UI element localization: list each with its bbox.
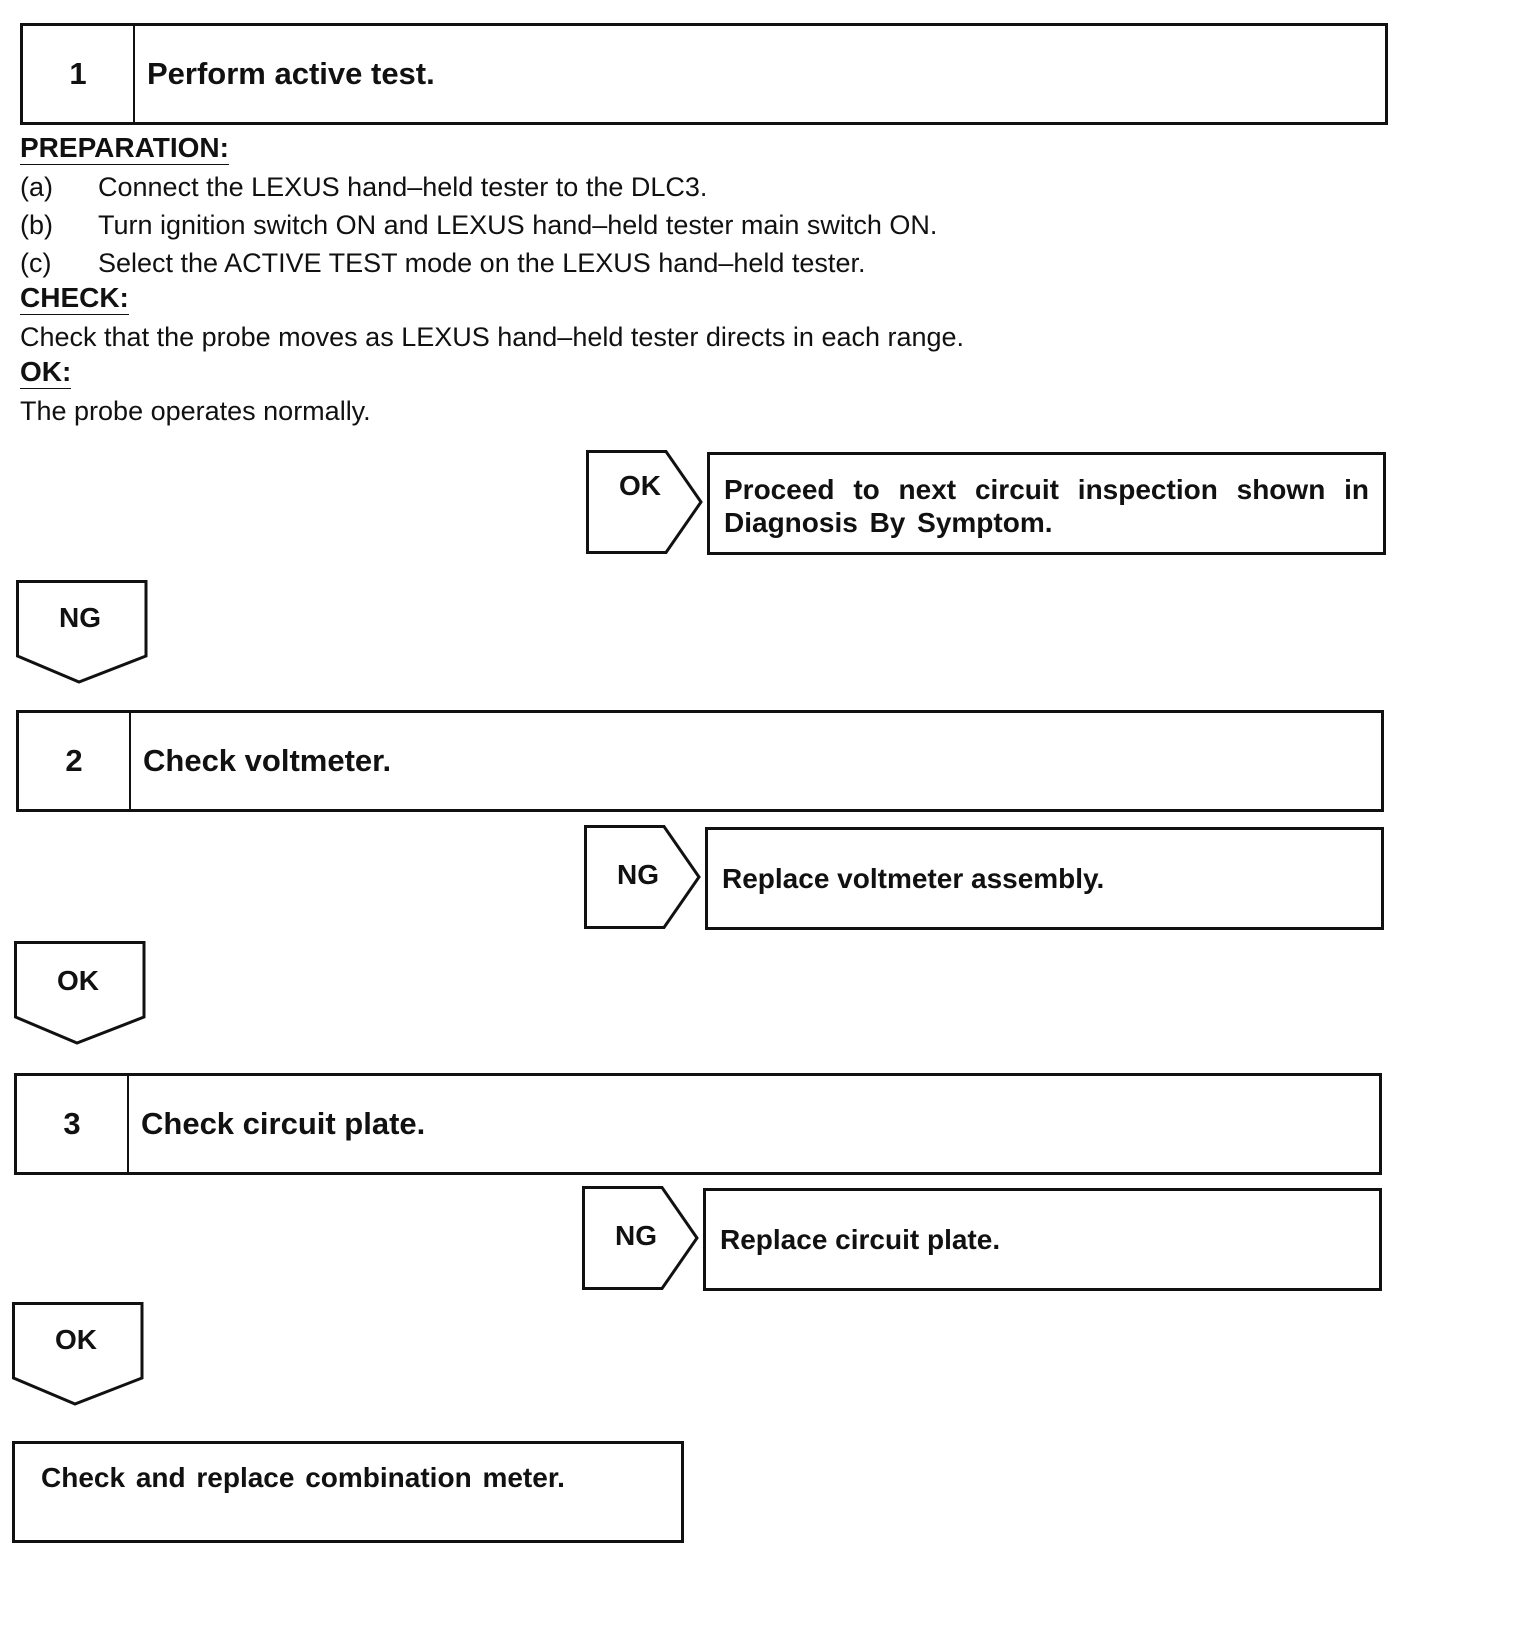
step-2-ng-result-text: Replace voltmeter assembly. (722, 863, 1105, 894)
step-1-ng-label: NG (59, 602, 101, 633)
ok-heading: OK: (20, 356, 72, 387)
step-1-ng-arrow (16, 580, 148, 684)
step-1-title: Perform active test. (147, 56, 435, 91)
preparation-item-a-tag: (a) (20, 172, 53, 202)
step-1-ok-arrow (586, 450, 704, 554)
step-3-ok-arrow (12, 1302, 144, 1406)
preparation-item-a (20, 171, 707, 203)
preparation-item-a-text: Connect the LEXUS hand–held tester to the DLC3. (98, 172, 708, 202)
right-arrow-icon (586, 450, 704, 554)
preparation-item-c (20, 247, 865, 279)
step-2-title: Check voltmeter. (143, 743, 392, 778)
final-result-text: Check and replace combination meter. (41, 1462, 565, 1493)
step-1-ok-label: OK (619, 470, 661, 501)
step-1-box (20, 23, 1388, 125)
step-3-ok-label: OK (55, 1324, 97, 1355)
step-2-ok-label: OK (57, 965, 99, 996)
step-2-number: 2 (19, 713, 131, 809)
check-heading: CHECK: (20, 282, 129, 313)
preparation-item-c-text: Select the ACTIVE TEST mode on the LEXUS hand–held tester. (98, 248, 866, 278)
check-text: Check that the probe moves as LEXUS hand–held tester directs in each range. (20, 322, 965, 352)
step-3-ng-result (703, 1188, 1382, 1291)
preparation-item-b-tag: (b) (20, 210, 53, 240)
step-3-ng-result-text: Replace circuit plate. (720, 1224, 1001, 1255)
step-3-title: Check circuit plate. (141, 1106, 426, 1141)
step-3-ng-arrow (582, 1186, 700, 1290)
preparation-item-c-tag: (c) (20, 248, 52, 278)
preparation-heading: PREPARATION: (20, 132, 229, 163)
preparation-item-b (20, 209, 937, 241)
step-2-ng-label: NG (617, 859, 659, 890)
step-1-ok-result (707, 452, 1386, 555)
preparation-item-b-text: Turn ignition switch ON and LEXUS hand–held tester main switch ON. (98, 210, 938, 240)
step-2-ok-arrow (14, 941, 146, 1045)
final-result-box (12, 1441, 684, 1543)
step-1-number: 1 (23, 26, 135, 122)
step-2-ng-arrow (584, 825, 702, 929)
step-3-number: 3 (17, 1076, 129, 1172)
ok-text: The probe operates normally. (20, 396, 371, 426)
step-1-ok-result-text: Proceed to next circuit inspection shown in Diagnosis By Symptom. (724, 474, 1369, 538)
step-2-box (16, 710, 1384, 812)
step-3-ng-label: NG (615, 1220, 657, 1251)
step-3-box (14, 1073, 1382, 1175)
step-2-ng-result (705, 827, 1384, 930)
